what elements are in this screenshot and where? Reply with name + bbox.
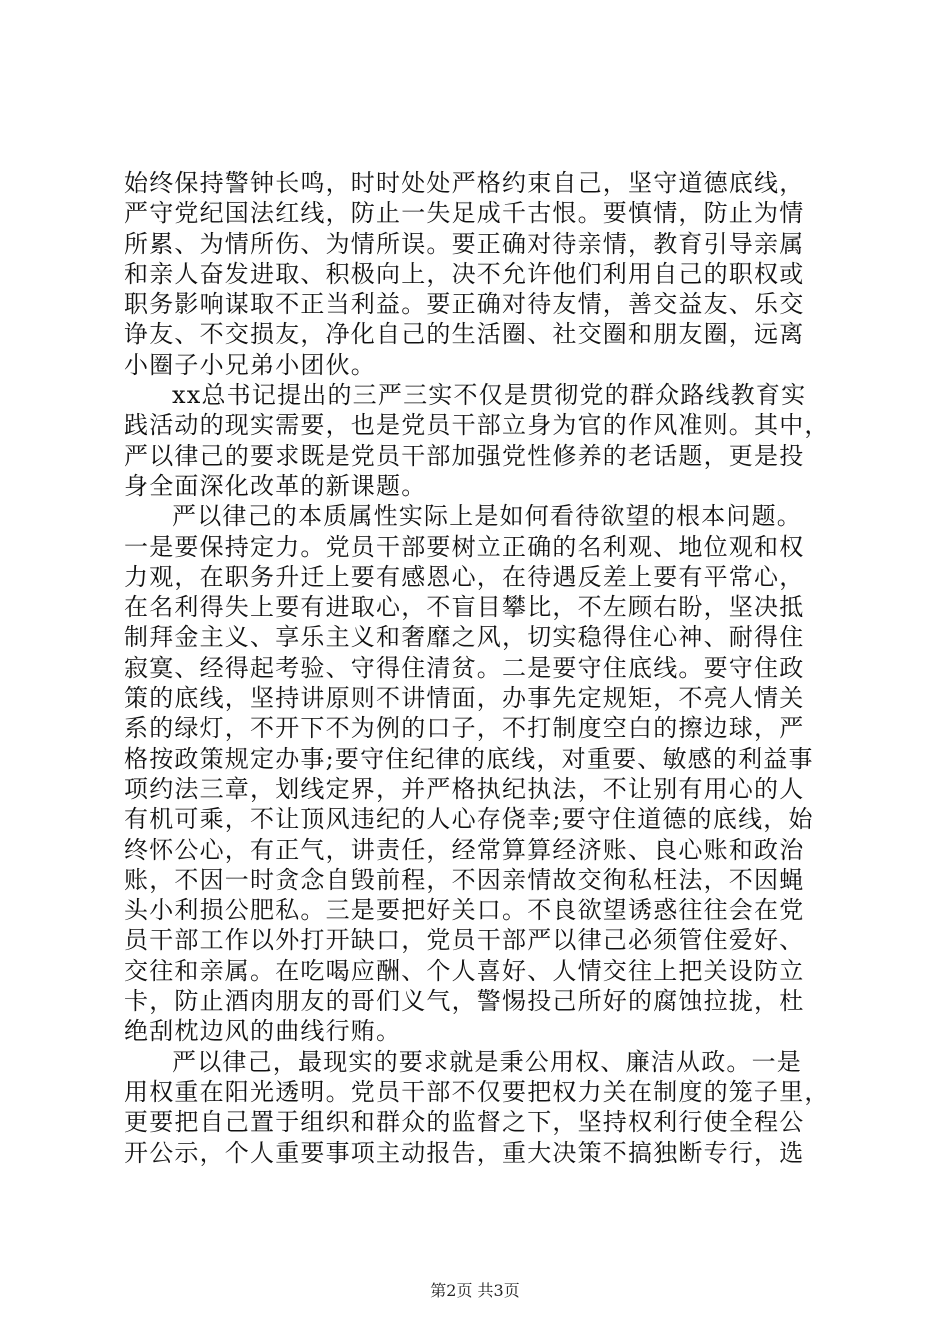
text-line: 所累、为情所伤、为情所误。要正确对待亲情，教育引导亲属 (124, 229, 805, 258)
text-line: 有机可乘，不让顶风违纪的人心存侥幸;要守住道德的底线，始 (124, 805, 814, 834)
text-line: 策的底线，坚持讲原则不讲情面，办事先定规矩，不亮人情关 (124, 684, 805, 713)
text-line: 账，不因一时贪念自毁前程，不因亲情故交徇私枉法，不因蝇 (124, 865, 805, 894)
text-line: 系的绿灯，不开下不为例的口子，不打制度空白的擦边球，严 (124, 714, 805, 743)
text-line: 诤友、不交损友，净化自己的生活圈、社交圈和朋友圈，远离 (124, 320, 805, 349)
text-line: 力观，在职务升迁上要有感恩心，在待遇反差上要有平常心， (124, 562, 805, 591)
text-line: 严以律己的要求既是党员干部加强党性修养的老话题，更是投 (124, 441, 805, 470)
text-line: 寂寞、经得起考验、守得住清贫。二是要守住底线。要守住政 (124, 653, 805, 682)
text-line: 严守党纪国法红线，防止一失足成千古恨。要慎情，防止为情 (124, 199, 805, 228)
text-line: 职务影响谋取不正当利益。要正确对待友情，善交益友、乐交 (124, 290, 805, 319)
page-number-footer: 第2页 共3页 (430, 1281, 520, 1300)
text-line: 制拜金主义、享乐主义和奢靡之风，切实稳得住心神、耐得住 (124, 623, 805, 652)
paragraph (124, 168, 844, 380)
text-line: 项约法三章，划线定界，并严格执纪执法，不让别有用心的人 (124, 774, 805, 803)
text-line: 用权重在阳光透明。党员干部不仅要把权力关在制度的笼子里， (124, 1077, 830, 1106)
text-line: 严以律己的本质属性实际上是如何看待欲望的根本问题。 (172, 502, 802, 531)
text-line: 在名利得失上要有进取心，不盲目攀比，不左顾右盼，坚决抵 (124, 593, 805, 622)
paragraph (124, 501, 844, 1046)
text-line: 身全面深化改革的新课题。 (124, 471, 427, 500)
text-line: 践活动的现实需要，也是党员干部立身为官的作风准则。其中， (124, 411, 830, 440)
text-line: 始终保持警钟长鸣，时时处处严格约束自己，坚守道德底线， (124, 169, 805, 197)
text-line: 头小利损公肥私。三是要把好关口。不良欲望诱惑往往会在党 (124, 896, 805, 925)
paragraph (124, 1047, 844, 1168)
text-line: 员干部工作以外打开缺口，党员干部严以律己必须管住爱好、 (124, 926, 805, 955)
text-line: 交往和亲属。在吃喝应酬、个人喜好、人情交往上把关设防立 (124, 956, 805, 985)
text-line: 格按政策规定办事;要守住纪律的底线，对重要、敏感的利益事 (124, 744, 814, 773)
text-line: 终怀公心，有正气，讲责任，经常算算经济账、良心账和政治 (124, 835, 805, 864)
text-line: 开公示，个人重要事项主动报告，重大决策不搞独断专行，选 (124, 1138, 805, 1167)
document-body (124, 168, 844, 1168)
text-line: 更要把自己置于组织和群众的监督之下，坚持权利行使全程公 (124, 1108, 805, 1137)
text-line: 一是要保持定力。党员干部要树立正确的名利观、地位观和权 (124, 532, 805, 561)
text-line: 绝刮枕边风的曲线行贿。 (124, 1017, 402, 1046)
text-line: 和亲人奋发进取、积极向上，决不允许他们利用自己的职权或 (124, 259, 805, 288)
text-line: xx总书记提出的三严三实不仅是贯彻党的群众路线教育实 (172, 381, 807, 410)
text-line: 小圈子小兄弟小团伙。 (124, 350, 376, 379)
text-line: 严以律己，最现实的要求就是秉公用权、廉洁从政。一是 (172, 1047, 802, 1076)
text-line: 卡，防止酒肉朋友的哥们义气，警惕投己所好的腐蚀拉拢，杜 (124, 987, 805, 1016)
paragraph (124, 380, 844, 501)
